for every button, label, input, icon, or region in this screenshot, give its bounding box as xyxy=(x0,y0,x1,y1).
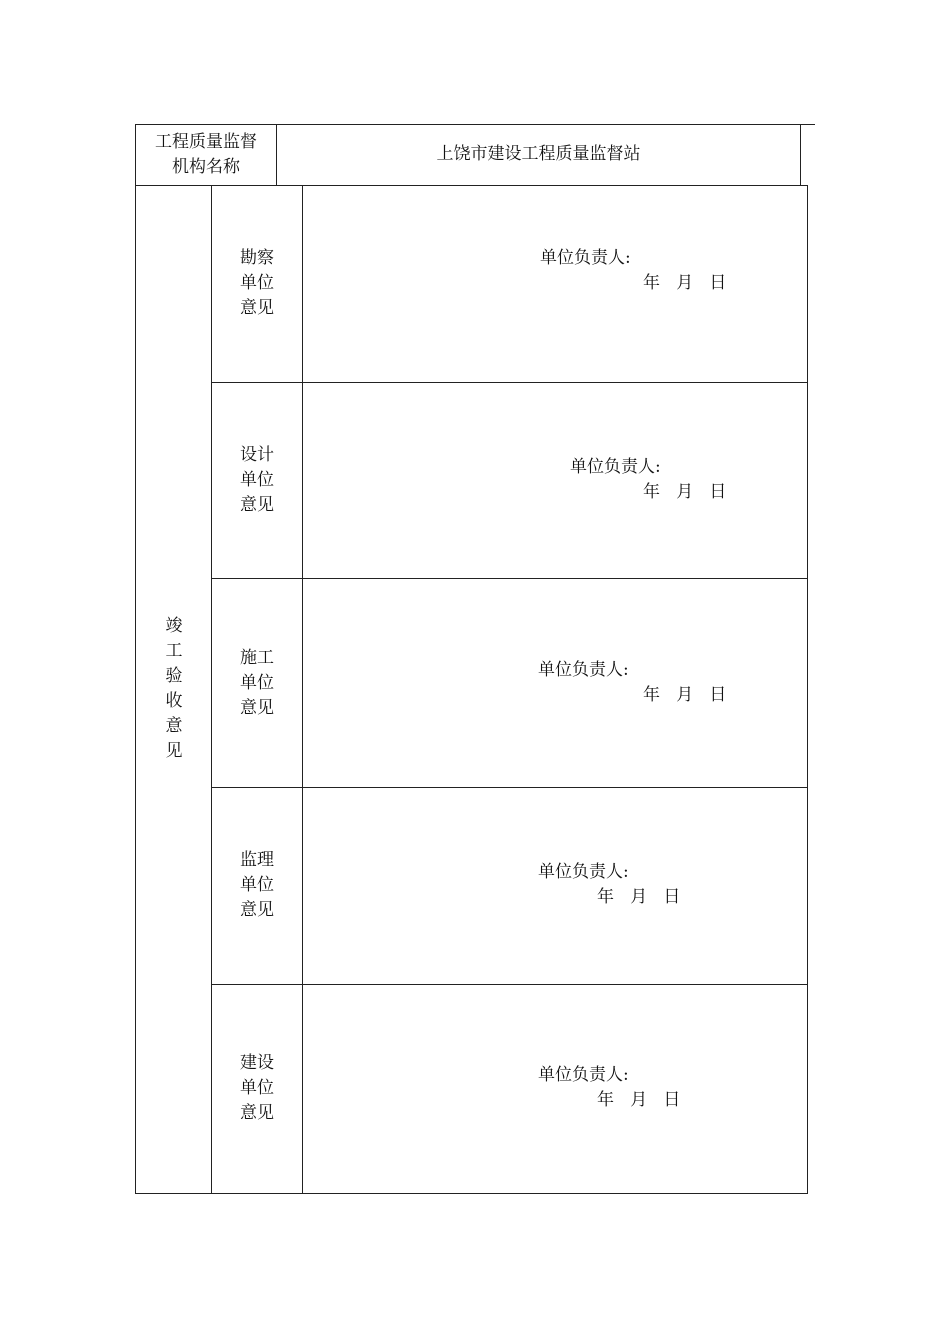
header-top-border xyxy=(135,124,815,125)
row-label-line: 设计 xyxy=(240,445,274,465)
grid-left-border xyxy=(135,185,136,1194)
section-label-char: 见 xyxy=(165,741,183,761)
row-label-line: 意见 xyxy=(240,900,274,920)
grid-section-divider xyxy=(211,185,212,1194)
section-label xyxy=(164,614,184,764)
row-label-line: 单位 xyxy=(240,1078,274,1098)
grid-bottom-border xyxy=(135,1193,808,1194)
header-right-border xyxy=(800,124,801,186)
row-label-line: 意见 xyxy=(240,1103,274,1123)
header-bottom-border xyxy=(135,185,807,186)
date-label: 年 月 日 xyxy=(597,887,681,907)
header-label-line1: 工程质量监督 xyxy=(155,132,257,152)
date-label: 年 月 日 xyxy=(643,685,727,705)
date-label: 年 月 日 xyxy=(597,1090,681,1110)
row-label-line: 单位 xyxy=(240,673,274,693)
header-label-line2: 机构名称 xyxy=(172,157,240,177)
grid-label-divider xyxy=(302,185,303,1194)
row-divider xyxy=(211,578,808,579)
row-divider xyxy=(211,382,808,383)
section-label-char: 收 xyxy=(165,691,183,711)
row-label-line: 单位 xyxy=(240,273,274,293)
section-label-char: 验 xyxy=(165,666,183,686)
signer-label: 单位负责人: xyxy=(570,457,661,477)
row-label-line: 建设 xyxy=(240,1053,274,1073)
header-label xyxy=(136,130,276,180)
row-divider xyxy=(211,787,808,788)
signer-label: 单位负责人: xyxy=(538,660,629,680)
row-divider xyxy=(211,984,808,985)
row-label-line: 施工 xyxy=(240,648,274,668)
date-label: 年 月 日 xyxy=(643,482,727,502)
signer-label: 单位负责人: xyxy=(538,1065,629,1085)
row-label-line: 意见 xyxy=(240,495,274,515)
row-label-owner xyxy=(227,1051,287,1126)
row-label-construction xyxy=(227,646,287,721)
row-label-line: 监理 xyxy=(240,850,274,870)
row-label-line: 意见 xyxy=(240,298,274,318)
row-label-survey xyxy=(227,246,287,321)
supervision-agency-name: 上饶市建设工程质量监督站 xyxy=(436,144,641,164)
row-label-line: 意见 xyxy=(240,698,274,718)
section-label-char: 竣 xyxy=(165,616,183,636)
row-label-supervision xyxy=(227,848,287,923)
section-label-char: 意 xyxy=(165,716,183,736)
section-label-char: 工 xyxy=(165,641,183,661)
row-label-line: 单位 xyxy=(240,470,274,490)
date-label: 年 月 日 xyxy=(643,273,727,293)
row-label-line: 勘察 xyxy=(240,248,274,268)
signer-label: 单位负责人: xyxy=(538,862,629,882)
row-label-design xyxy=(227,443,287,518)
row-label-line: 单位 xyxy=(240,875,274,895)
grid-right-border xyxy=(807,185,808,1194)
signer-label: 单位负责人: xyxy=(540,248,631,268)
